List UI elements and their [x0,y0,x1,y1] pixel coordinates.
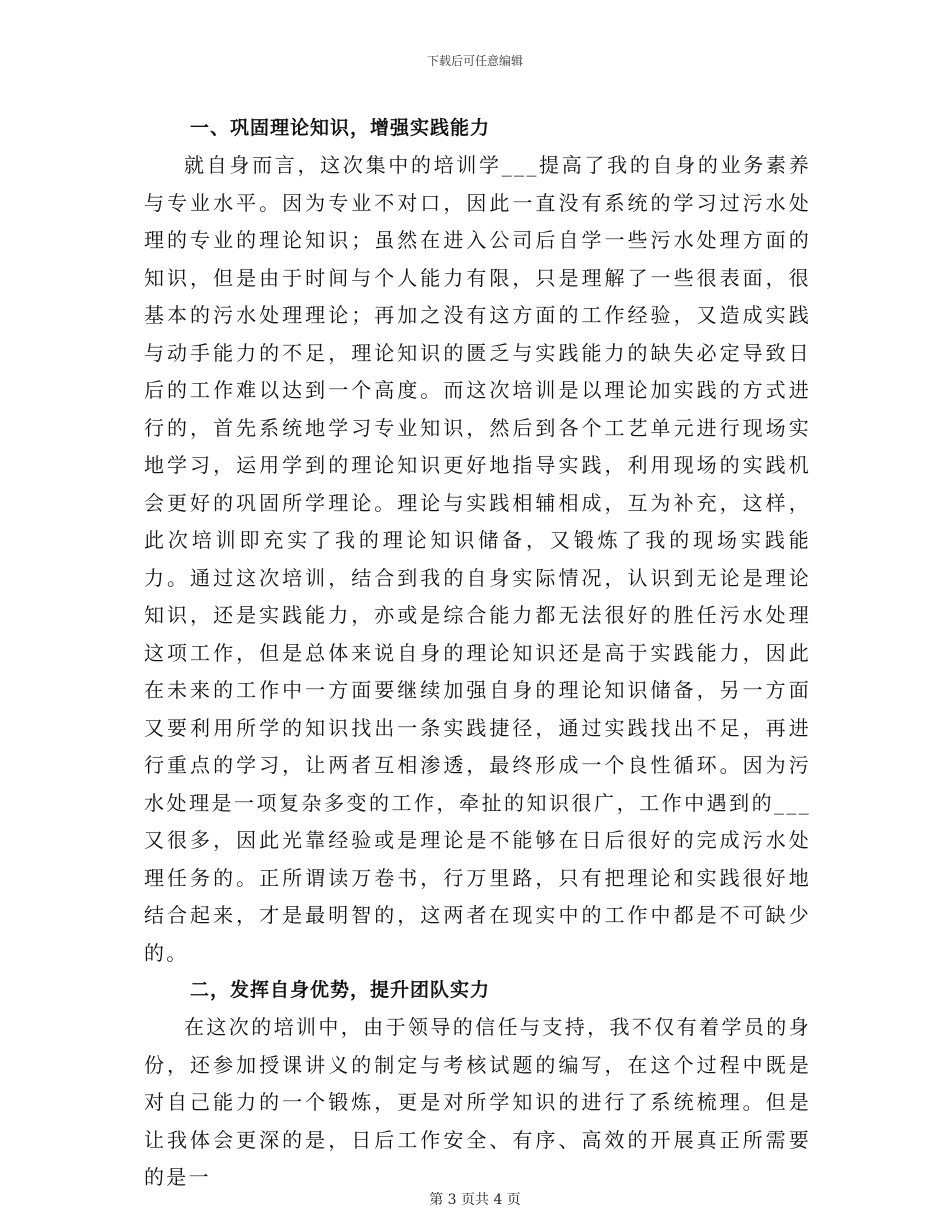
document-body [144,110,811,1197]
section-heading-1: 一、巩固理论知识，增强实践能力 [190,117,491,139]
page-footer: 第 3 页共 4 页 [429,1192,521,1208]
page-header: 下载后可任意编辑 [426,54,523,68]
section-heading-2: 二，发挥自身优势，提升团队实力 [190,979,491,1001]
section-paragraph-1: 就自身而言，这次集中的培训学___提高了我的自身的业务素养与专业水平。因为专业不对口，因此一直没有系统的学习过污水处理的专业的理论知识；虽然在进入公司后自学一些污水处理方面的知识，但是由于时间与个人能力有限，只是理解了一些很表面，很基本的污水处理理论；再加之没有这方面的工作经验，又造成实践与动手能力的不足，理论知识的匮乏与实践能力的缺失必定导致日后的工作难以达到一个高度。而这次培训是以理论加实践的方式进行的，首先系统地学习专业知识，然后到各个工艺单元进行现场实地学习，运用学到的理论知识更好地指导实践，利用现场的实践机会更好的巩固所学理论。理论与实践相辅相成，互为补充，这样，此次培训即充实了我的理论知识储备，又锻炼了我的现场实践能力。通过这次培训，结合到我的自身实际情况，认识到无论是理论知识，还是实践能力，亦或是综合能力都无法很好的胜任污水处理这项工作，但是总体来说自身的理论知识还是高于实践能力，因此在未来的工作中一方面要继续加强自身的理论知识储备，另一方面又要利用所学的知识找出一条实践捷径，通过实践找出不足，再进行重点的学习，让两者互相渗透，最终形成一个良性循环。因为污水处理是一项复杂多变的工作，牵扯的知识很广，工作中遇到的___又很多，因此光靠经验或是理论是不能够在日后很好的完成污水处理任务的。正所谓读万卷书，行万里路，只有把理论和实践很好地结合起来，才是最明智的，这两者在现实中的工作中都是不可缺少的。 [144,153,811,965]
section-paragraph-2: 在这次的培训中，由于领导的信任与支持，我不仅有着学员的身份，还参加授课讲义的制定与考核试题的编写，在这个过程中既是对自己能力的一个锻炼，更是对所学知识的进行了系统梳理。但是让我体会更深的是，日后工作安全、有序、高效的开展真正所需要的是一 [144,1015,811,1189]
